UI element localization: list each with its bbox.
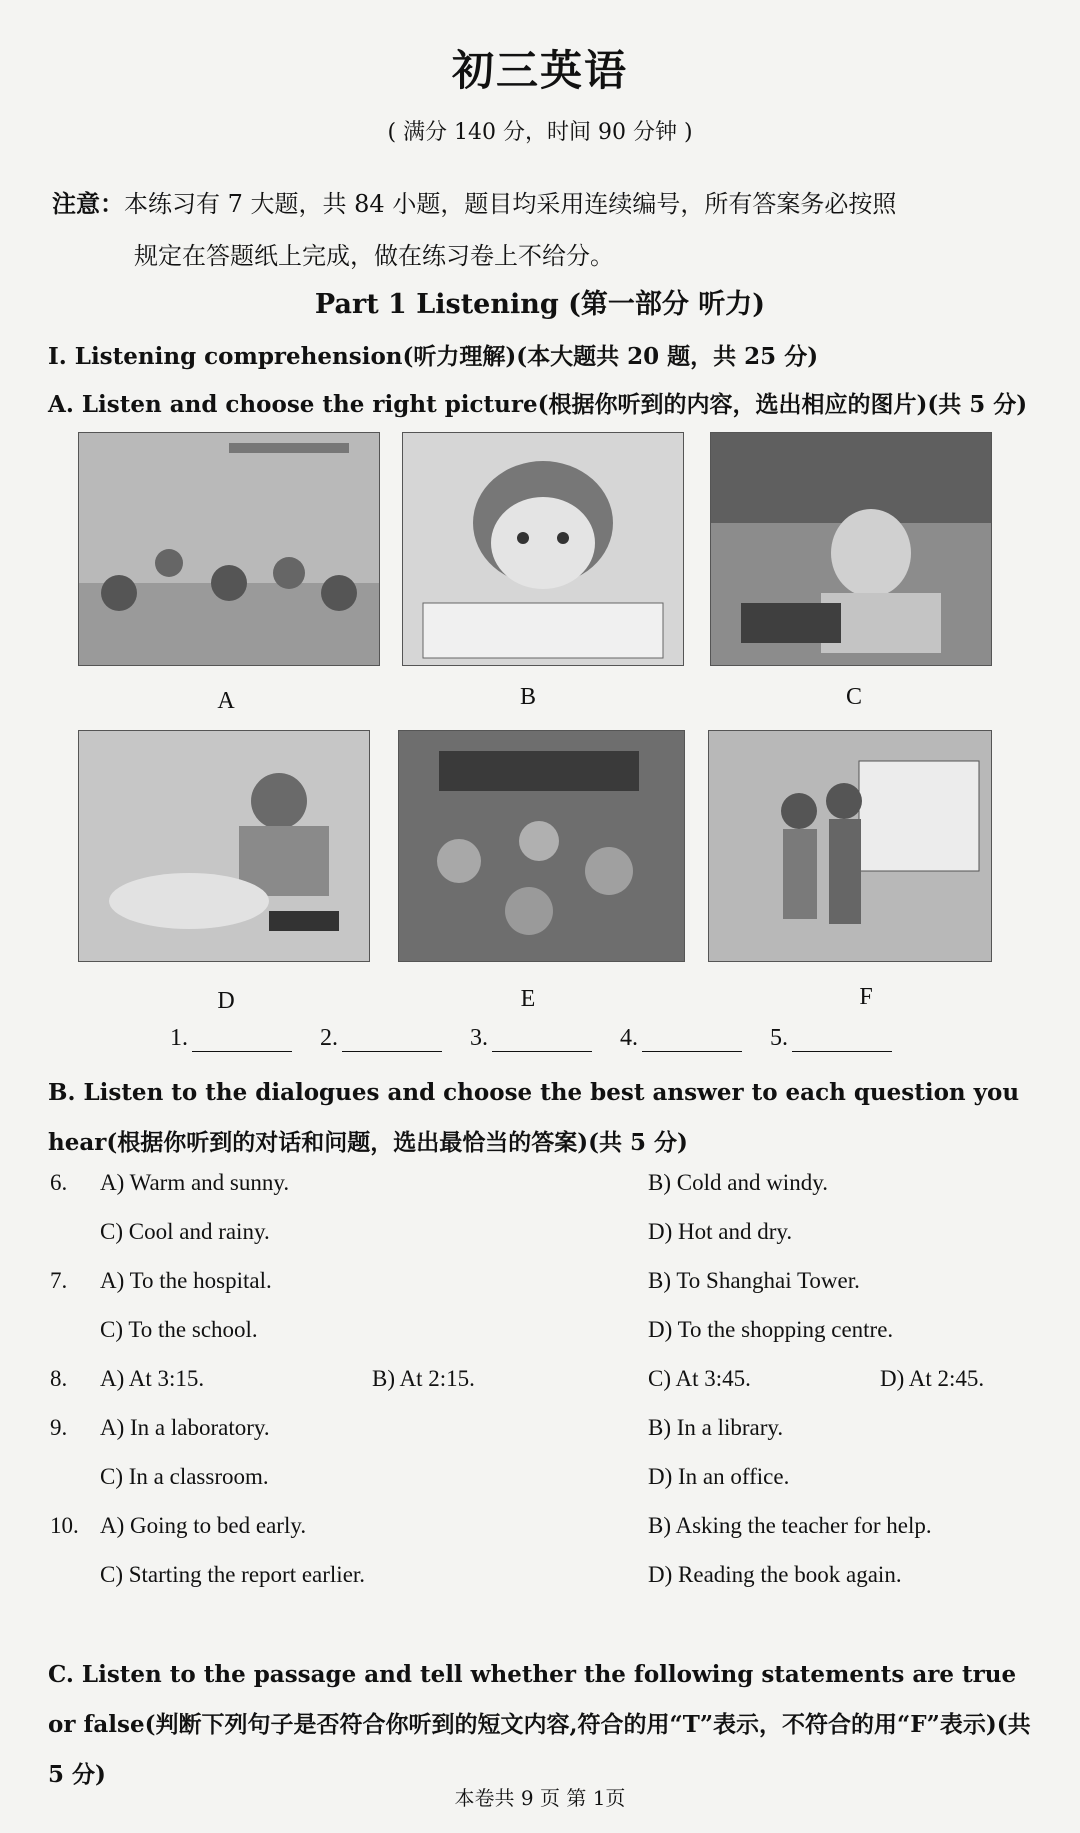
option-7a[interactable]: A) To the hospital. [100,1268,272,1293]
answer-blanks [170,1025,914,1052]
option-9a[interactable]: A) In a laboratory. [100,1415,270,1440]
question-number-6: 6. [50,1170,68,1195]
picture-label-f: F [859,984,873,1010]
picture-label-e: E [520,986,536,1012]
option-10a[interactable]: A) Going to bed early. [100,1513,307,1538]
option-9b[interactable]: B) In a library. [648,1415,784,1440]
question-number-8: 8. [50,1366,68,1391]
answer-blank-3[interactable]: 3. [470,1025,592,1052]
option-6b[interactable]: B) Cold and windy. [648,1170,828,1195]
classroom-students-picture-icon [398,730,685,962]
picture-label-a: A [217,688,235,714]
option-8b[interactable]: B) At 2:15. [372,1366,475,1391]
option-9d[interactable]: D) In an office. [648,1464,790,1489]
answer-blank-4[interactable]: 4. [620,1025,742,1052]
answer-blank-5[interactable]: 5. [770,1025,892,1052]
question-number-10: 10. [50,1513,79,1538]
option-8c[interactable]: C) At 3:45. [648,1366,751,1391]
section-c-heading: C. Listen to the passage and tell whether the following statements are true or false(判断下列句子是否符合你听到的短文内容,符合的用“T”表示，不符合的用“F”表示)(共 5 分) [48,1661,1031,1788]
page-subtitle: ( 满分 140 分，时间 90 分钟 ) [387,120,693,145]
option-7d[interactable]: D) To the shopping centre. [648,1317,894,1342]
option-7b[interactable]: B) To Shanghai Tower. [648,1268,860,1293]
option-8a[interactable]: A) At 3:15. [100,1366,205,1391]
answer-blank-1[interactable]: 1. [170,1025,292,1052]
option-10b[interactable]: B) Asking the teacher for help. [648,1513,932,1538]
notice-line-2: 规定在答题纸上完成，做在练习卷上不给分。 [134,242,614,270]
question-number-7: 7. [50,1268,68,1293]
option-6c[interactable]: C) Cool and rainy. [100,1219,270,1244]
option-10c[interactable]: C) Starting the report earlier. [100,1562,366,1587]
question-number-9: 9. [50,1415,68,1440]
section-b-heading: B. Listen to the dialogues and choose the best answer to each question you hear(根据你听到的对话和问题，选出最恰当的答案)(共 5 分) [48,1079,1020,1156]
notice-label: 注意： [52,189,124,218]
page-title: 初三英语 [451,46,628,95]
option-10d[interactable]: D) Reading the book again. [648,1562,902,1587]
crowd-picture-icon [78,432,380,666]
option-8d[interactable]: D) At 2:45. [880,1366,985,1391]
option-7c[interactable]: C) To the school. [100,1317,258,1342]
option-6d[interactable]: D) Hot and dry. [648,1219,793,1244]
notice-block [52,178,1042,282]
section-1-heading: I. Listening comprehension(听力理解)(本大题共 20 题，共 25 分) [48,343,819,370]
option-6a[interactable]: A) Warm and sunny. [100,1170,290,1195]
part-heading: Part 1 Listening (第一部分 听力) [314,289,766,320]
picture-label-c: C [845,684,862,710]
option-9c[interactable]: C) In a classroom. [100,1464,269,1489]
section-a-heading: A. Listen and choose the right picture(根据你听到的内容，选出相应的图片)(共 5 分) [48,391,1028,418]
doctor-patient-picture-icon [78,730,370,962]
page-footer: 本卷共 9 页 第 1页 [454,1786,626,1810]
picture-label-d: D [217,988,235,1014]
picture-label-b: B [519,684,536,710]
notice-line-1: 本练习有 7 大题，共 84 小题，题目均采用连续编号，所有答案务必按照 [124,190,897,218]
woman-laptop-picture-icon [710,432,992,666]
girl-reading-picture-icon [402,432,684,666]
answer-blank-2[interactable]: 2. [320,1025,442,1052]
two-people-board-picture-icon [708,730,992,962]
